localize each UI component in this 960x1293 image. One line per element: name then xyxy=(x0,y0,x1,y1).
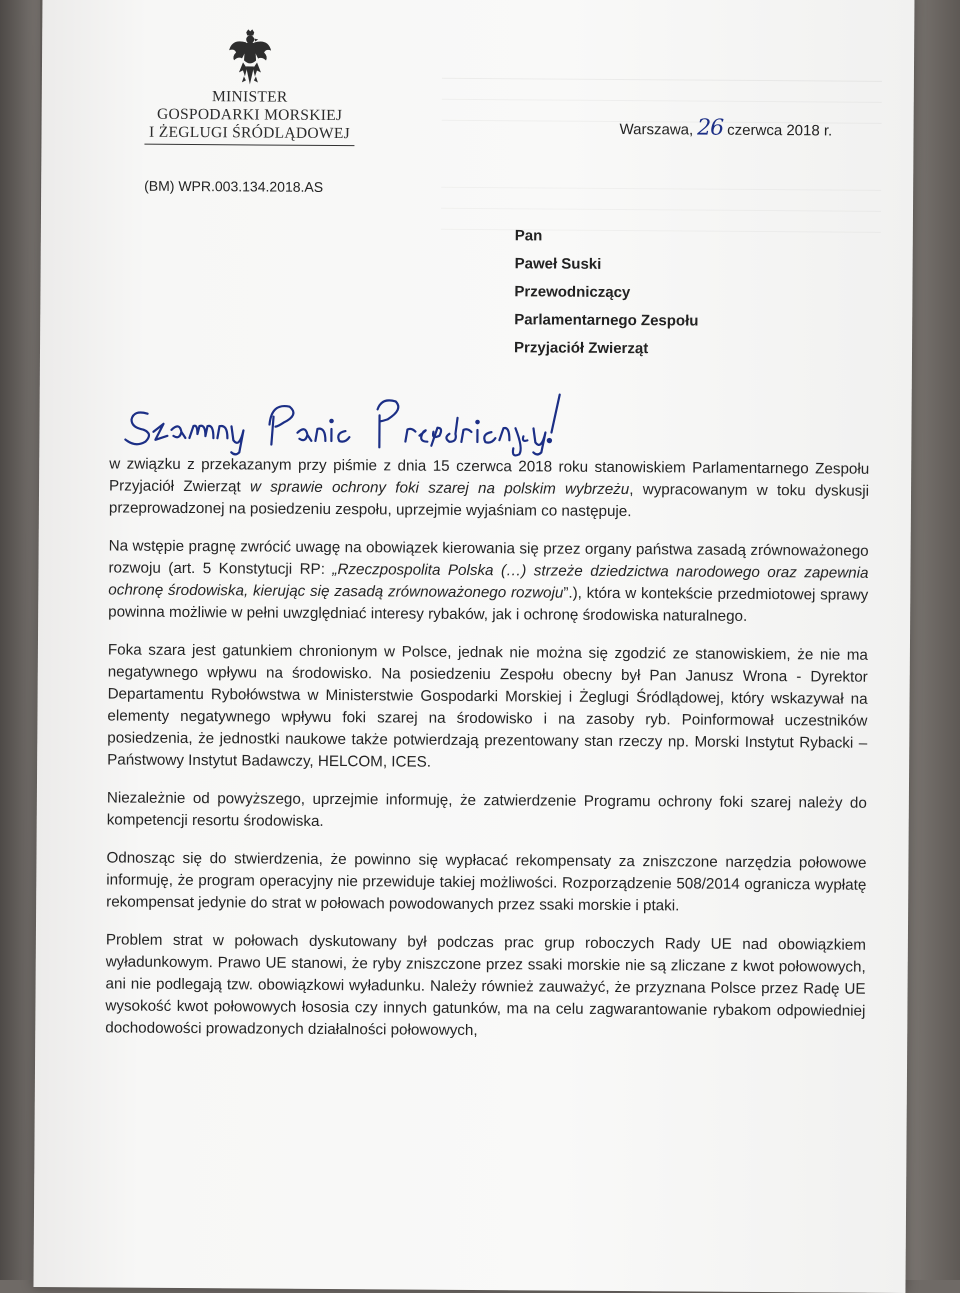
paragraph-2-end: ”.), która w kontekście przedmiotowej sprawy powinna możliwie w pełni uwzględniać interesy rybaków, jak i ochronę środowiska naturalnego. xyxy=(108,584,869,625)
paragraph-2-text: Na wstępie pragnę zwrócić uwagę na obowiązek kierowania się przez organy państwa zasadą zrównoważonego rozwoju (art. 5 Konstytucji RP: xyxy=(108,537,869,579)
place-and-date xyxy=(619,115,832,141)
date-suffix: czerwca 2018 r. xyxy=(727,121,833,140)
paragraph-2 xyxy=(108,535,869,628)
paragraph-5: Odnosząc się do stwierdzenia, że powinno się wypłacać rekompensaty za zniszczone narzędzia połowowe informuję, że program operacyjny nie przewiduje takiej możliwości. Rozporządzenie 508/2014 ogranicza wypłatę rekompensat jedynie do strat w połowach powodowanych przez ssaki morskie i ptaki. xyxy=(106,849,867,915)
paragraph-4: Niezależnie od powyższego, uprzejmie informuję, że zatwierdzenie Programu ochrony foki szarej należy do kompetencji resortu środowiska. xyxy=(106,789,867,830)
show-through-texture xyxy=(441,70,882,247)
place-label: Warszawa, xyxy=(619,121,694,139)
ministry-line-2: GOSPODARKI MORSKIEJ xyxy=(156,105,343,125)
letter-body xyxy=(105,453,869,1060)
paragraph-1-italic: w sprawie ochrony foki szarej na polskim wybrzeżu xyxy=(250,478,630,499)
ministry-line-1: MINISTER xyxy=(211,88,288,106)
handwritten-salutation xyxy=(119,386,589,459)
paragraph-2-quote: „Rzeczpospolita Polska (…) strzeże dziedzictwa narodowego oraz zapewnia ochronę środowiska, kierując się zasadą zrównoważonego rozwoju xyxy=(108,561,869,602)
paragraph-6: Problem strat w połowach dyskutowany był podczas prac grup roboczych Rady UE nad obowiązkiem wyładunkowym. Prawo UE stanowi, że ryby zniszczone przez ssaki morskie nie są zliczane z kwot połowowych, ani nie podlegają tzw. obowiązkowi wyładunku. Należy również zauważyć, że przyznana Polsce przez Radę UE wysokość kwot połowowych łososia czy innych gatunków, ma na celu zagwarantowanie rybakom odpowiedniej dochodowości prowadzonych działalności połowowych, xyxy=(105,931,866,1040)
ministry-header xyxy=(139,28,360,147)
header-underline xyxy=(144,144,354,146)
handwritten-day: 26 xyxy=(697,115,724,141)
reference-number: (BM) WPR.003.134.2018.AS xyxy=(144,177,324,195)
paragraph-3: Foka szara jest gatunkiem chronionym w Polsce, jednak nie można się zgodzić ze stanowiskiem, że nie ma negatywnego wpływu na środowisko. Na posiedzeniu Zespołu obecny był Pan Janusz Wrona - Dyrektor Departamentu Rybołówstwa w Ministerstwie Gospodarki Morskiej i Żeglugi Śródlądowej, który wskazywał na elementy negatywnego wpływu foki szarej na środowisko i na zasoby ryb. Poinformował uczestników posiedzenia, że jednostki naukowe także potwierdzają prezentowany stan rzeczy np. Morski Instytut Rybacki – Państwowy Instytut Badawczy, HELCOM, ICES. xyxy=(107,641,868,771)
polish-eagle-emblem-icon xyxy=(228,28,272,86)
paragraph-1-text: w związku z przekazanym przy piśmie z dnia 15 czerwca 2018 roku stanowiskiem Parlamentarnego Zespołu Przyjaciół Zwierząt xyxy=(109,455,870,496)
recipient-line-body: Parlamentarnego Zespołu xyxy=(514,311,699,330)
recipient-line-title: Pan xyxy=(514,227,543,245)
paragraph-1-end: , wypracowanym w toku dyskusji przeprowadzonej na posiedzeniu zespołu, uprzejmie wyjaśniam co następuje. xyxy=(108,481,870,521)
recipient-line-role: Przewodniczący xyxy=(514,283,631,302)
ministry-line-3: I ŻEGLUGI ŚRÓDLĄDOWEJ xyxy=(149,123,351,143)
letter-page xyxy=(33,0,914,1293)
recipient-line-name: Paweł Suski xyxy=(514,255,602,273)
recipient-line-body-2: Przyjaciół Zwierząt xyxy=(513,339,649,358)
recipient-block xyxy=(514,222,699,363)
paragraph-1 xyxy=(109,453,869,524)
